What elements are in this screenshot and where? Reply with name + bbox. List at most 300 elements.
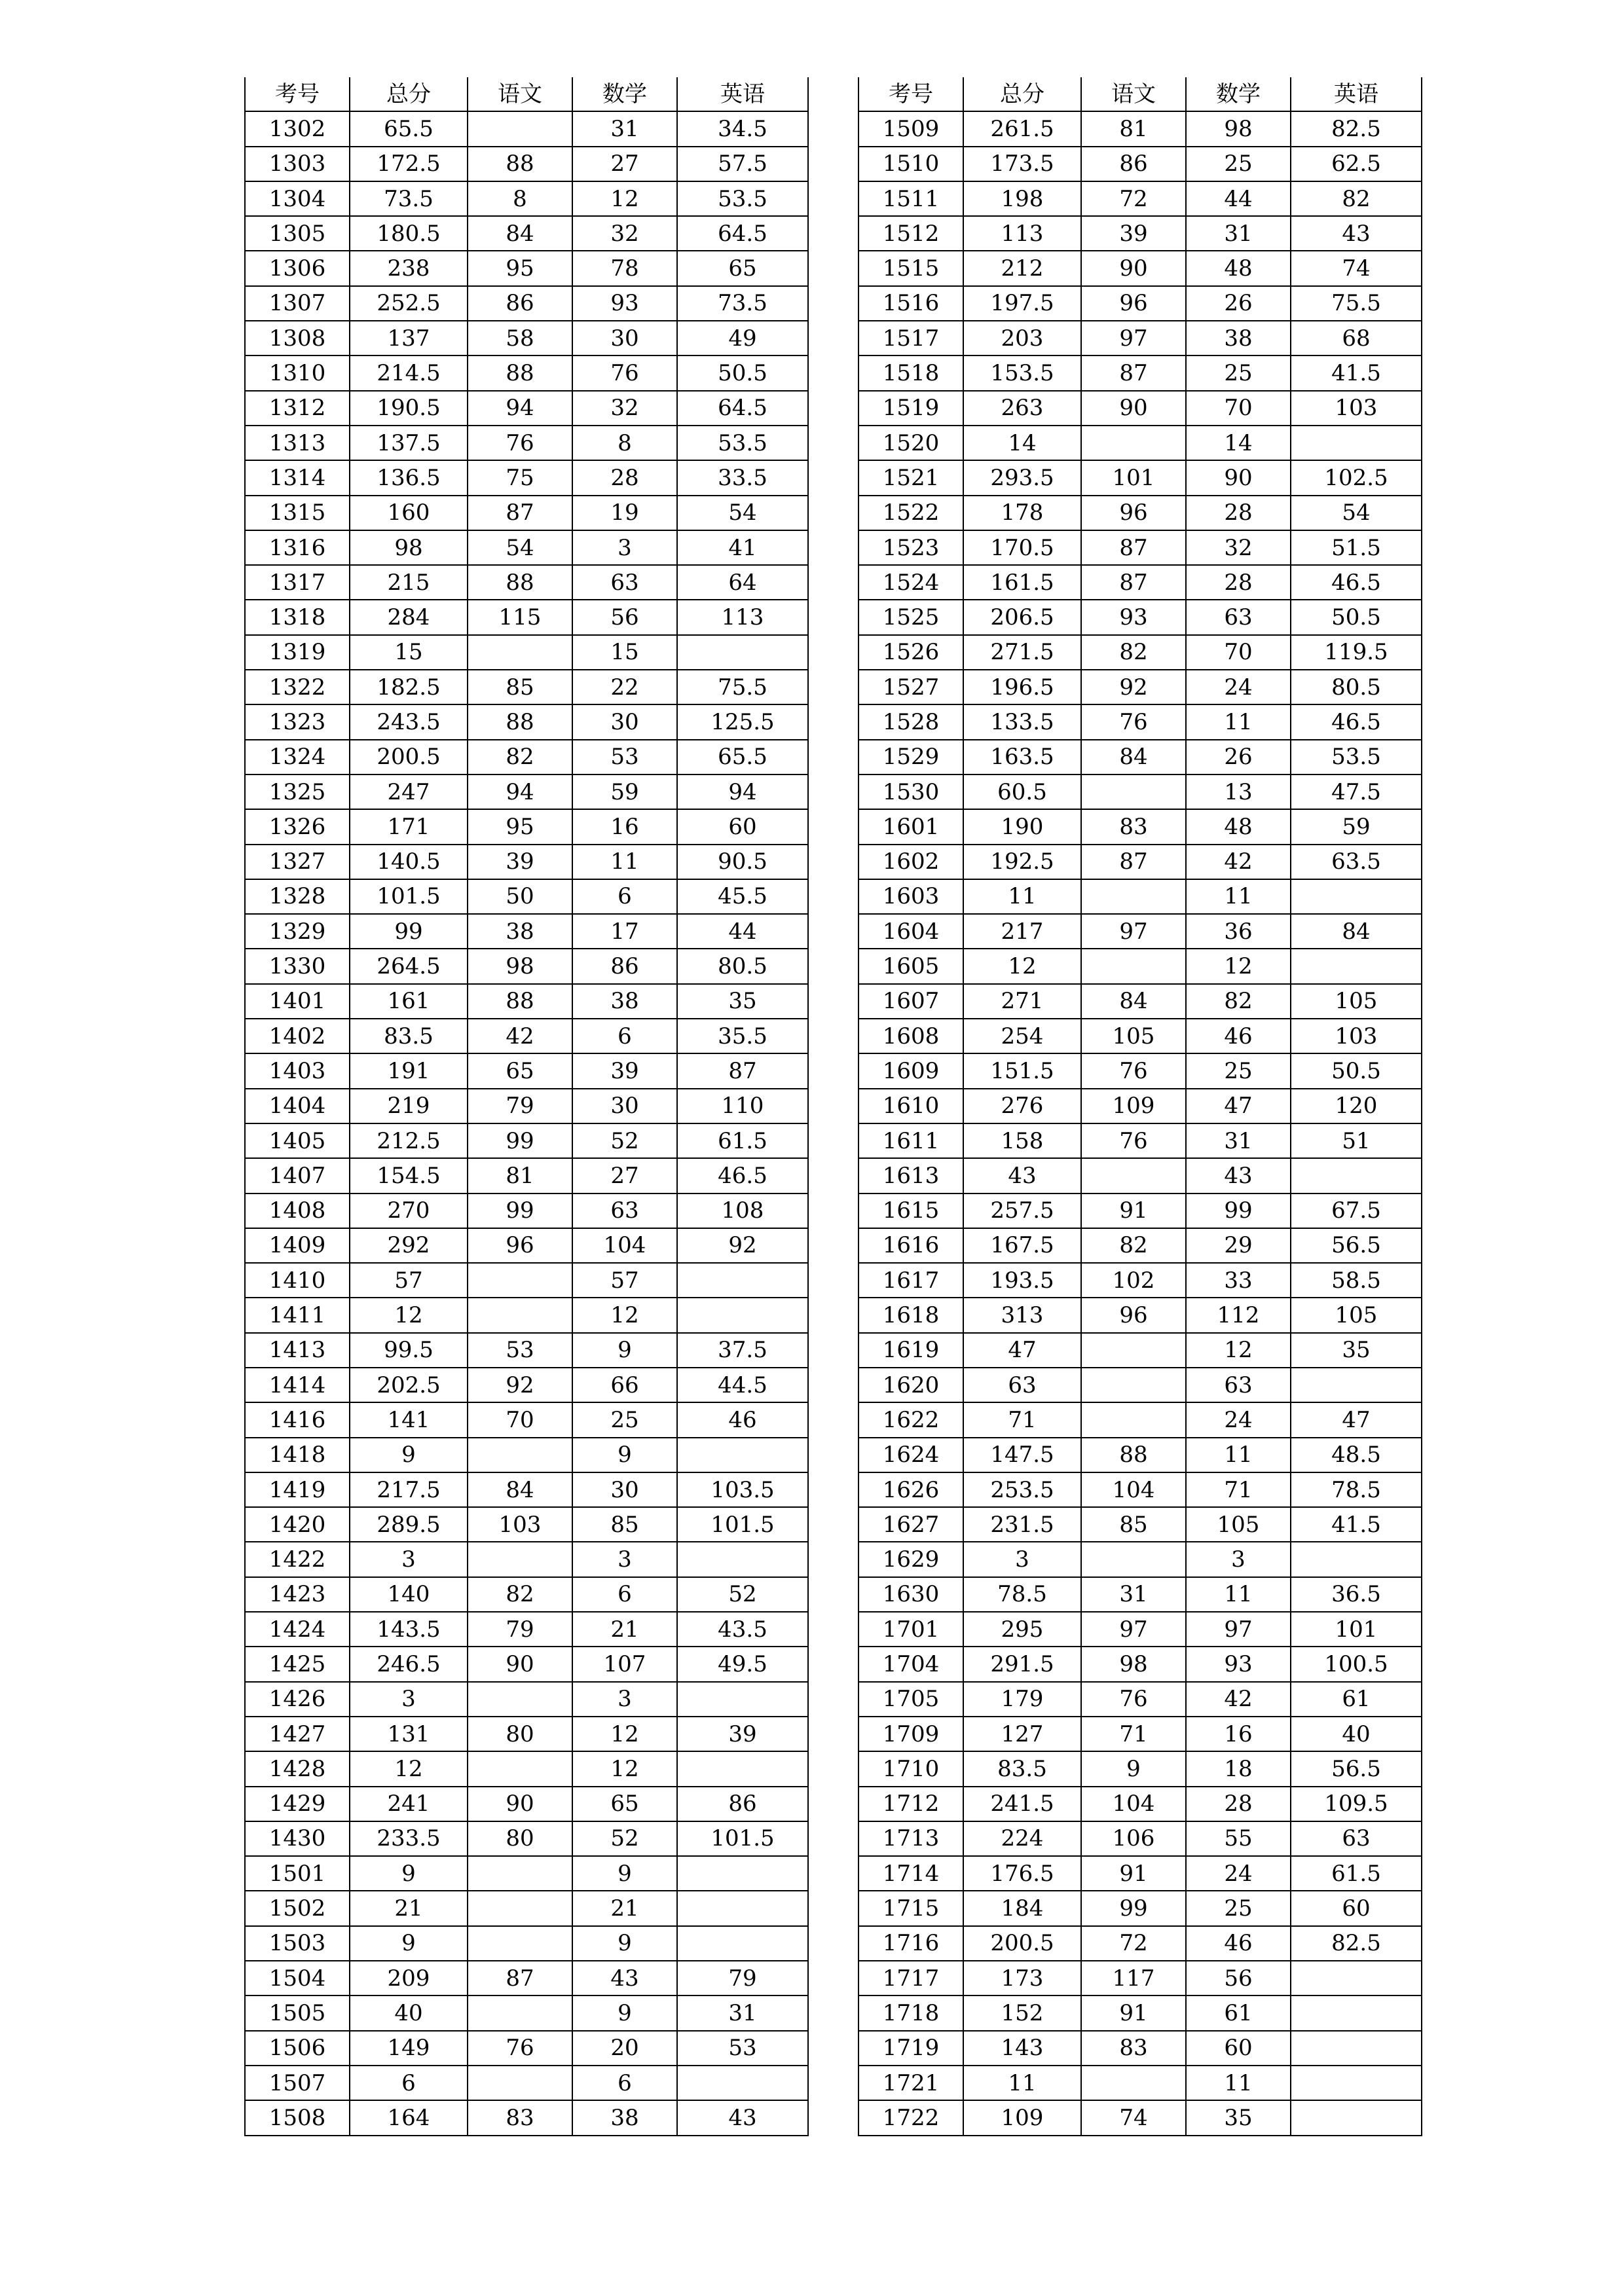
english-score-cell: 41.5 (1291, 355, 1422, 390)
chinese-score-cell: 91 (1081, 1995, 1186, 2030)
table-row (858, 565, 1422, 600)
table-row (245, 251, 808, 285)
total-score-cell: 200.5 (963, 1926, 1081, 1961)
table-row (858, 809, 1422, 844)
header-english: 英语 (677, 77, 808, 111)
table-row (245, 635, 808, 670)
score-rows-right (858, 111, 1422, 2135)
total-score-cell: 60.5 (963, 774, 1081, 809)
table-row (245, 774, 808, 809)
math-score-cell: 27 (572, 1158, 677, 1193)
english-score-cell (677, 1682, 808, 1717)
math-score-cell: 12 (572, 1298, 677, 1332)
chinese-score-cell: 83 (1081, 2031, 1186, 2066)
english-score-cell: 53.5 (677, 426, 808, 460)
english-score-cell: 46.5 (677, 1158, 808, 1193)
total-score-cell: 206.5 (963, 600, 1081, 634)
exam-number-cell: 1516 (858, 286, 963, 321)
english-score-cell: 47 (1291, 1402, 1422, 1437)
math-score-cell: 9 (572, 1438, 677, 1472)
english-score-cell: 36.5 (1291, 1577, 1422, 1612)
total-score-cell: 231.5 (963, 1507, 1081, 1542)
exam-number-cell: 1317 (245, 565, 350, 600)
total-score-cell: 241.5 (963, 1787, 1081, 1821)
total-score-cell: 253.5 (963, 1472, 1081, 1507)
table-row (858, 1368, 1422, 1402)
english-score-cell: 44.5 (677, 1368, 808, 1402)
english-score-cell (677, 1438, 808, 1472)
table-row (858, 1089, 1422, 1123)
total-score-cell: 214.5 (350, 355, 468, 390)
chinese-score-cell: 87 (468, 496, 572, 530)
math-score-cell: 11 (1186, 2066, 1291, 2100)
table-row (245, 914, 808, 949)
english-score-cell: 48.5 (1291, 1438, 1422, 1472)
total-score-cell: 247 (350, 774, 468, 809)
english-score-cell: 31 (677, 1995, 808, 2030)
english-score-cell: 60 (677, 809, 808, 844)
exam-number-cell: 1424 (245, 1612, 350, 1647)
english-score-cell: 51 (1291, 1123, 1422, 1158)
exam-number-cell: 1418 (245, 1438, 350, 1472)
exam-number-cell: 1529 (858, 740, 963, 774)
exam-number-cell: 1413 (245, 1333, 350, 1368)
exam-number-cell: 1501 (245, 1856, 350, 1891)
table-row (245, 704, 808, 739)
chinese-score-cell (468, 1263, 572, 1298)
english-score-cell: 119.5 (1291, 635, 1422, 670)
exam-number-cell: 1314 (245, 460, 350, 495)
english-score-cell (677, 1926, 808, 1961)
english-score-cell: 120 (1291, 1089, 1422, 1123)
table-row (858, 2100, 1422, 2135)
english-score-cell: 68 (1291, 321, 1422, 355)
exam-number-cell: 1617 (858, 1263, 963, 1298)
exam-number-cell: 1616 (858, 1228, 963, 1263)
total-score-cell: 293.5 (963, 460, 1081, 495)
exam-number-cell: 1705 (858, 1682, 963, 1717)
table-row (245, 1542, 808, 1576)
english-score-cell: 79 (677, 1961, 808, 1995)
math-score-cell: 30 (572, 1089, 677, 1123)
table-row (858, 1507, 1422, 1542)
table-row (858, 1647, 1422, 1681)
table-row (858, 1263, 1422, 1298)
table-row (858, 914, 1422, 949)
exam-number-cell: 1326 (245, 809, 350, 844)
math-score-cell: 27 (572, 147, 677, 181)
total-score-cell: 9 (350, 1856, 468, 1891)
total-score-cell: 243.5 (350, 704, 468, 739)
chinese-score-cell: 39 (468, 845, 572, 879)
table-row (245, 355, 808, 390)
english-score-cell: 43.5 (677, 1612, 808, 1647)
table-row (858, 251, 1422, 285)
english-score-cell: 94 (677, 774, 808, 809)
math-score-cell: 43 (572, 1961, 677, 1995)
math-score-cell: 3 (572, 530, 677, 565)
english-score-cell: 50.5 (1291, 1053, 1422, 1088)
total-score-cell: 154.5 (350, 1158, 468, 1193)
chinese-score-cell: 54 (468, 530, 572, 565)
table-row (858, 1717, 1422, 1751)
english-score-cell (677, 635, 808, 670)
total-score-cell: 143.5 (350, 1612, 468, 1647)
table-row (245, 1019, 808, 1053)
math-score-cell: 60 (1186, 2031, 1291, 2066)
exam-number-cell: 1312 (245, 391, 350, 426)
chinese-score-cell: 50 (468, 879, 572, 914)
math-score-cell: 56 (572, 600, 677, 634)
chinese-score-cell (468, 1856, 572, 1891)
table-row (245, 1647, 808, 1681)
exam-number-cell: 1404 (245, 1089, 350, 1123)
exam-number-cell: 1511 (858, 181, 963, 216)
exam-number-cell: 1704 (858, 1647, 963, 1681)
math-score-cell: 12 (1186, 1333, 1291, 1368)
total-score-cell: 9 (350, 1926, 468, 1961)
chinese-score-cell: 94 (468, 774, 572, 809)
math-score-cell: 38 (572, 2100, 677, 2135)
math-score-cell: 9 (572, 1926, 677, 1961)
table-row (245, 1089, 808, 1123)
total-score-cell: 180.5 (350, 216, 468, 251)
exam-number-cell: 1423 (245, 1577, 350, 1612)
english-score-cell (677, 1542, 808, 1576)
header-row (245, 77, 808, 111)
chinese-score-cell: 42 (468, 1019, 572, 1053)
table-row (858, 1298, 1422, 1332)
chinese-score-cell: 115 (468, 600, 572, 634)
header-row (858, 77, 1422, 111)
math-score-cell: 28 (572, 460, 677, 495)
chinese-score-cell: 9 (1081, 1751, 1186, 1786)
chinese-score-cell: 82 (1081, 635, 1186, 670)
exam-number-cell: 1515 (858, 251, 963, 285)
chinese-score-cell: 83 (1081, 809, 1186, 844)
total-score-cell: 161 (350, 984, 468, 1019)
exam-number-cell: 1310 (245, 355, 350, 390)
math-score-cell: 48 (1186, 251, 1291, 285)
math-score-cell: 97 (1186, 1612, 1291, 1647)
exam-number-cell: 1402 (245, 1019, 350, 1053)
exam-number-cell: 1305 (245, 216, 350, 251)
table-row (858, 1926, 1422, 1961)
math-score-cell: 6 (572, 879, 677, 914)
exam-number-cell: 1505 (245, 1995, 350, 2030)
math-score-cell: 28 (1186, 496, 1291, 530)
total-score-cell: 3 (350, 1542, 468, 1576)
math-score-cell: 26 (1186, 286, 1291, 321)
math-score-cell: 63 (1186, 600, 1291, 634)
english-score-cell: 78.5 (1291, 1472, 1422, 1507)
math-score-cell: 63 (572, 565, 677, 600)
exam-number-cell: 1323 (245, 704, 350, 739)
math-score-cell: 93 (572, 286, 677, 321)
table-row (858, 740, 1422, 774)
total-score-cell: 3 (350, 1682, 468, 1717)
exam-number-cell: 1506 (245, 2031, 350, 2066)
total-score-cell: 136.5 (350, 460, 468, 495)
math-score-cell: 25 (1186, 355, 1291, 390)
chinese-score-cell: 70 (468, 1402, 572, 1437)
math-score-cell: 33 (1186, 1263, 1291, 1298)
chinese-score-cell (1081, 426, 1186, 460)
table-row (245, 1194, 808, 1228)
english-score-cell: 86 (677, 1787, 808, 1821)
total-score-cell: 184 (963, 1891, 1081, 1925)
chinese-score-cell: 83 (468, 2100, 572, 2135)
table-row (245, 1472, 808, 1507)
math-score-cell: 25 (1186, 1053, 1291, 1088)
header-total-score: 总分 (350, 77, 468, 111)
math-score-cell: 21 (572, 1891, 677, 1925)
english-score-cell: 51.5 (1291, 530, 1422, 565)
total-score-cell: 271 (963, 984, 1081, 1019)
exam-number-cell: 1414 (245, 1368, 350, 1402)
table-row (858, 1995, 1422, 2030)
english-score-cell: 41.5 (1291, 1507, 1422, 1542)
english-score-cell: 56.5 (1291, 1228, 1422, 1263)
chinese-score-cell: 96 (1081, 496, 1186, 530)
english-score-cell (677, 1891, 808, 1925)
table-row (245, 321, 808, 355)
math-score-cell: 63 (572, 1194, 677, 1228)
english-score-cell (1291, 949, 1422, 983)
total-score-cell: 163.5 (963, 740, 1081, 774)
chinese-score-cell: 76 (1081, 1123, 1186, 1158)
exam-number-cell: 1719 (858, 2031, 963, 2066)
table-row (245, 809, 808, 844)
english-score-cell: 53.5 (677, 181, 808, 216)
math-score-cell: 57 (572, 1263, 677, 1298)
english-score-cell: 49.5 (677, 1647, 808, 1681)
math-score-cell: 112 (1186, 1298, 1291, 1332)
math-score-cell: 12 (572, 1751, 677, 1786)
chinese-score-cell (468, 1438, 572, 1472)
total-score-cell: 109 (963, 2100, 1081, 2135)
exam-number-cell: 1607 (858, 984, 963, 1019)
english-score-cell (677, 1751, 808, 1786)
table-row (245, 565, 808, 600)
exam-number-cell: 1713 (858, 1821, 963, 1856)
math-score-cell: 82 (1186, 984, 1291, 1019)
chinese-score-cell (1081, 1333, 1186, 1368)
table-row (245, 1402, 808, 1437)
exam-number-cell: 1524 (858, 565, 963, 600)
exam-number-cell: 1409 (245, 1228, 350, 1263)
english-score-cell: 45.5 (677, 879, 808, 914)
table-row (858, 879, 1422, 914)
math-score-cell: 105 (1186, 1507, 1291, 1542)
total-score-cell: 14 (963, 426, 1081, 460)
total-score-cell: 212.5 (350, 1123, 468, 1158)
chinese-score-cell (468, 1891, 572, 1925)
total-score-cell: 160 (350, 496, 468, 530)
exam-number-cell: 1303 (245, 147, 350, 181)
chinese-score-cell: 99 (468, 1194, 572, 1228)
table-row (245, 1751, 808, 1786)
table-row (245, 1717, 808, 1751)
chinese-score-cell: 97 (1081, 1612, 1186, 1647)
table-row (245, 1507, 808, 1542)
english-score-cell (1291, 1961, 1422, 1995)
total-score-cell: 192.5 (963, 845, 1081, 879)
table-row (245, 2066, 808, 2100)
exam-number-cell: 1615 (858, 1194, 963, 1228)
exam-number-cell: 1405 (245, 1123, 350, 1158)
exam-number-cell: 1710 (858, 1751, 963, 1786)
math-score-cell: 44 (1186, 181, 1291, 216)
chinese-score-cell: 87 (1081, 355, 1186, 390)
math-score-cell: 21 (572, 1612, 677, 1647)
table-row (245, 216, 808, 251)
table-row (245, 2100, 808, 2135)
total-score-cell: 149 (350, 2031, 468, 2066)
math-score-cell: 11 (1186, 879, 1291, 914)
table-row (858, 530, 1422, 565)
english-score-cell: 61.5 (1291, 1856, 1422, 1891)
table-row (245, 426, 808, 460)
english-score-cell: 41 (677, 530, 808, 565)
exam-number-cell: 1420 (245, 1507, 350, 1542)
math-score-cell: 32 (572, 216, 677, 251)
total-score-cell: 83.5 (963, 1751, 1081, 1786)
total-score-cell: 83.5 (350, 1019, 468, 1053)
exam-number-cell: 1530 (858, 774, 963, 809)
total-score-cell: 246.5 (350, 1647, 468, 1681)
chinese-score-cell: 92 (468, 1368, 572, 1402)
english-score-cell: 54 (1291, 496, 1422, 530)
table-row (858, 670, 1422, 704)
english-score-cell: 62.5 (1291, 147, 1422, 181)
exam-number-cell: 1330 (245, 949, 350, 983)
exam-number-cell: 1619 (858, 1333, 963, 1368)
chinese-score-cell: 87 (1081, 530, 1186, 565)
chinese-score-cell: 90 (1081, 251, 1186, 285)
english-score-cell: 109.5 (1291, 1787, 1422, 1821)
total-score-cell: 43 (963, 1158, 1081, 1193)
total-score-cell: 78.5 (963, 1577, 1081, 1612)
table-row (858, 147, 1422, 181)
exam-number-cell: 1721 (858, 2066, 963, 2100)
exam-number-cell: 1613 (858, 1158, 963, 1193)
chinese-score-cell (468, 1542, 572, 1576)
math-score-cell: 20 (572, 2031, 677, 2066)
total-score-cell: 133.5 (963, 704, 1081, 739)
chinese-score-cell: 72 (1081, 181, 1186, 216)
chinese-score-cell: 96 (468, 1228, 572, 1263)
english-score-cell: 49 (677, 321, 808, 355)
total-score-cell: 190 (963, 809, 1081, 844)
table-row (858, 1438, 1422, 1472)
math-score-cell: 30 (572, 1472, 677, 1507)
total-score-cell: 173 (963, 1961, 1081, 1995)
exam-number-cell: 1605 (858, 949, 963, 983)
chinese-score-cell: 90 (468, 1647, 572, 1681)
chinese-score-cell: 88 (468, 984, 572, 1019)
english-score-cell: 54 (677, 496, 808, 530)
chinese-score-cell: 91 (1081, 1856, 1186, 1891)
english-score-cell: 103.5 (677, 1472, 808, 1507)
math-score-cell: 52 (572, 1123, 677, 1158)
chinese-score-cell: 71 (1081, 1717, 1186, 1751)
table-row (245, 1891, 808, 1925)
math-score-cell: 25 (1186, 147, 1291, 181)
total-score-cell: 209 (350, 1961, 468, 1995)
english-score-cell: 84 (1291, 914, 1422, 949)
chinese-score-cell: 85 (1081, 1507, 1186, 1542)
header-exam-number: 考号 (245, 77, 350, 111)
math-score-cell: 43 (1186, 1158, 1291, 1193)
exam-number-cell: 1601 (858, 809, 963, 844)
total-score-cell: 127 (963, 1717, 1081, 1751)
chinese-score-cell: 53 (468, 1333, 572, 1368)
table-row (245, 1926, 808, 1961)
table-row (858, 1019, 1422, 1053)
exam-number-cell: 1419 (245, 1472, 350, 1507)
total-score-cell: 99 (350, 914, 468, 949)
total-score-cell: 140 (350, 1577, 468, 1612)
chinese-score-cell: 88 (468, 565, 572, 600)
header-english: 英语 (1291, 77, 1422, 111)
table-row (858, 1402, 1422, 1437)
total-score-cell: 217 (963, 914, 1081, 949)
math-score-cell: 70 (1186, 635, 1291, 670)
math-score-cell: 70 (1186, 391, 1291, 426)
math-score-cell: 56 (1186, 1961, 1291, 1995)
table-row (858, 496, 1422, 530)
score-rows-left (245, 111, 808, 2135)
math-score-cell: 30 (572, 704, 677, 739)
table-row (858, 1158, 1422, 1193)
table-row (858, 704, 1422, 739)
chinese-score-cell (468, 1751, 572, 1786)
math-score-cell: 16 (572, 809, 677, 844)
total-score-cell: 113 (963, 216, 1081, 251)
exam-number-cell: 1620 (858, 1368, 963, 1402)
table-row (858, 1053, 1422, 1088)
english-score-cell (1291, 1368, 1422, 1402)
math-score-cell: 9 (572, 1995, 677, 2030)
chinese-score-cell: 90 (1081, 391, 1186, 426)
table-row (858, 1542, 1422, 1576)
exam-number-cell: 1709 (858, 1717, 963, 1751)
exam-number-cell: 1401 (245, 984, 350, 1019)
chinese-score-cell: 84 (468, 216, 572, 251)
header-math: 数学 (572, 77, 677, 111)
math-score-cell: 99 (1186, 1194, 1291, 1228)
total-score-cell: 271.5 (963, 635, 1081, 670)
exam-number-cell: 1517 (858, 321, 963, 355)
math-score-cell: 86 (572, 949, 677, 983)
english-score-cell (1291, 1995, 1422, 2030)
chinese-score-cell: 104 (1081, 1787, 1186, 1821)
english-score-cell: 65 (677, 251, 808, 285)
table-row (858, 1577, 1422, 1612)
english-score-cell (1291, 2100, 1422, 2135)
table-row (245, 1053, 808, 1088)
english-score-cell: 103 (1291, 1019, 1422, 1053)
table-row (858, 216, 1422, 251)
table-row (245, 1821, 808, 1856)
english-score-cell: 52 (677, 1577, 808, 1612)
chinese-score-cell (1081, 949, 1186, 983)
chinese-score-cell: 101 (1081, 460, 1186, 495)
exam-number-cell: 1609 (858, 1053, 963, 1088)
math-score-cell: 53 (572, 740, 677, 774)
total-score-cell: 161.5 (963, 565, 1081, 600)
